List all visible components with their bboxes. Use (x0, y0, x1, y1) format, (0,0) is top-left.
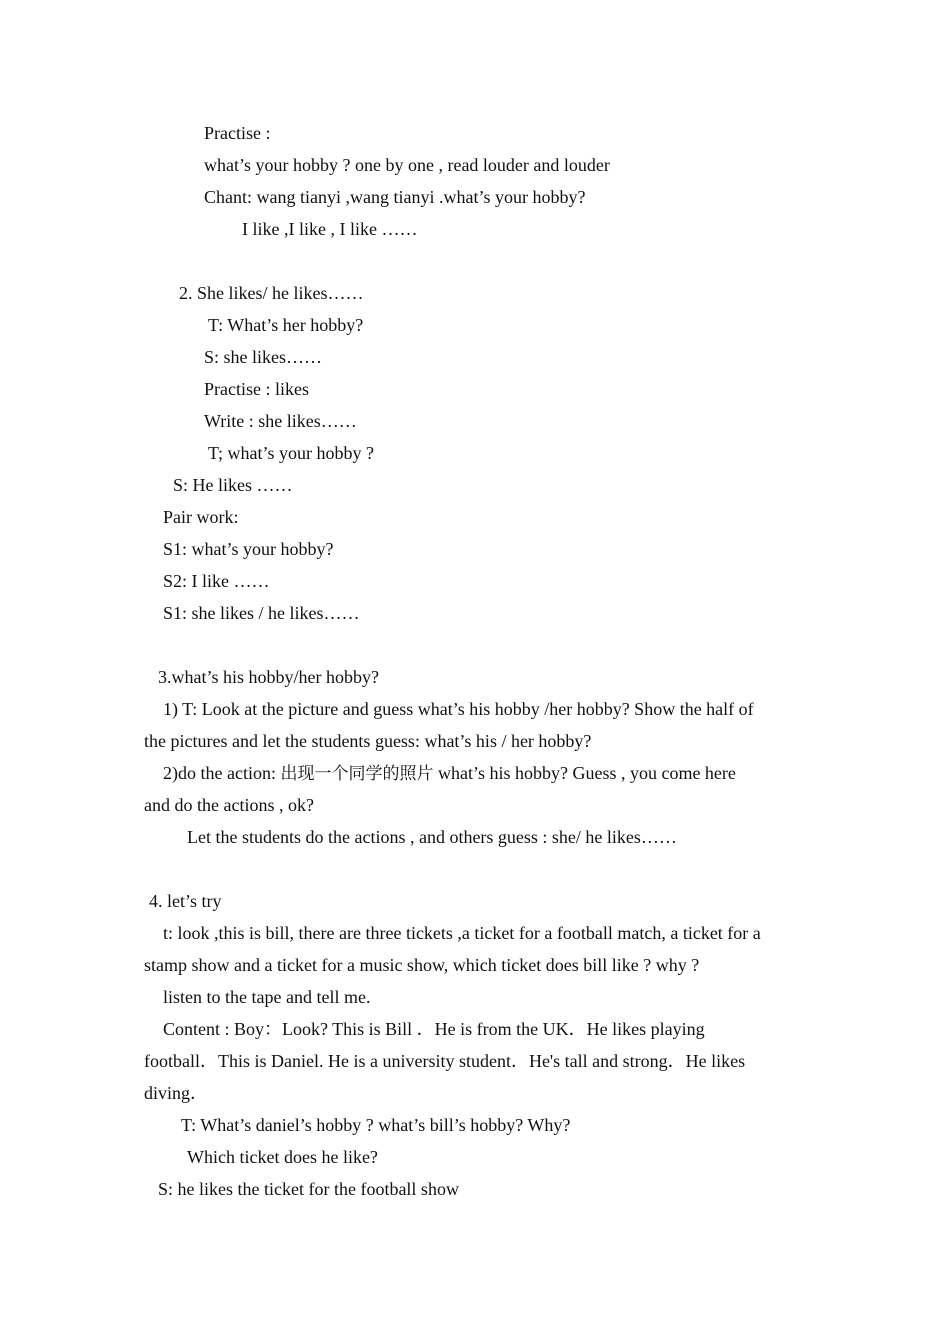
try-line-2: stamp show and a ticket for a music show, which ticket does bill like ? why ? (144, 955, 700, 975)
student-answer: S: she likes…… (204, 347, 323, 367)
try-line-1: t: look ,this is bill, there are three tickets ,a ticket for a football match, a ticket for a (163, 923, 761, 943)
student-answer-3: S: he likes the ticket for the football show (158, 1179, 459, 1199)
pair-work-s2: S2: I like …… (163, 571, 270, 591)
pair-work-s1: S1: what’s your hobby? (163, 539, 334, 559)
step-2-continued: and do the actions , ok? (144, 795, 314, 815)
practise-likes: Practise : likes (204, 379, 309, 399)
step-1-line: 1) T: Look at the picture and guess what’s his hobby /her hobby? Show the half of (163, 699, 754, 719)
step-1-continued: the pictures and let the students guess: what’s his / her hobby? (144, 731, 592, 751)
chant-line: Chant: wang tianyi ,wang tianyi .what’s your hobby? (204, 187, 586, 207)
step-2-line (163, 762, 736, 785)
step-2-instruction: Let the students do the actions , and others guess : she/ he likes…… (187, 827, 677, 847)
step-2-rest: what’s his hobby? Guess , you come here (437, 763, 736, 783)
teacher-question-3: T: What’s daniel’s hobby ? what’s bill’s hobby? Why? (181, 1115, 571, 1135)
write-line: Write : she likes…… (204, 411, 357, 431)
student-answer-2: S: He likes …… (173, 475, 293, 495)
practise-heading: Practise : (204, 123, 271, 143)
listen-line: listen to the tape and tell me. (163, 987, 371, 1007)
section-3-heading: 3.what’s his hobby/her hobby? (158, 667, 379, 687)
section-4-heading: 4. let’s try (149, 891, 222, 911)
teacher-question: T: What’s her hobby? (208, 315, 364, 335)
practise-line: what’s your hobby ? one by one , read louder and louder (204, 155, 610, 175)
section-2-heading: 2. She likes/ he likes…… (179, 283, 364, 303)
teacher-question-2: T; what’s your hobby ? (208, 443, 374, 463)
content-line-3: diving． (144, 1083, 209, 1103)
step-2-chinese-note: 出现一个同学的照片 (280, 764, 434, 784)
step-2-label: 2)do the action: (163, 763, 281, 783)
teacher-question-4: Which ticket does he like? (187, 1147, 378, 1167)
chant-response: I like ,I like , I like …… (242, 219, 418, 239)
content-line-2: football．This is Daniel. He is a university student．He's tall and strong．He likes (144, 1051, 746, 1071)
pair-work-s1-b: S1: she likes / he likes…… (163, 603, 360, 623)
pair-work-heading: Pair work: (163, 507, 239, 527)
content-line-1: Content : Boy：Look? This is Bill ．He is from the UK．He likes playing (163, 1019, 705, 1039)
